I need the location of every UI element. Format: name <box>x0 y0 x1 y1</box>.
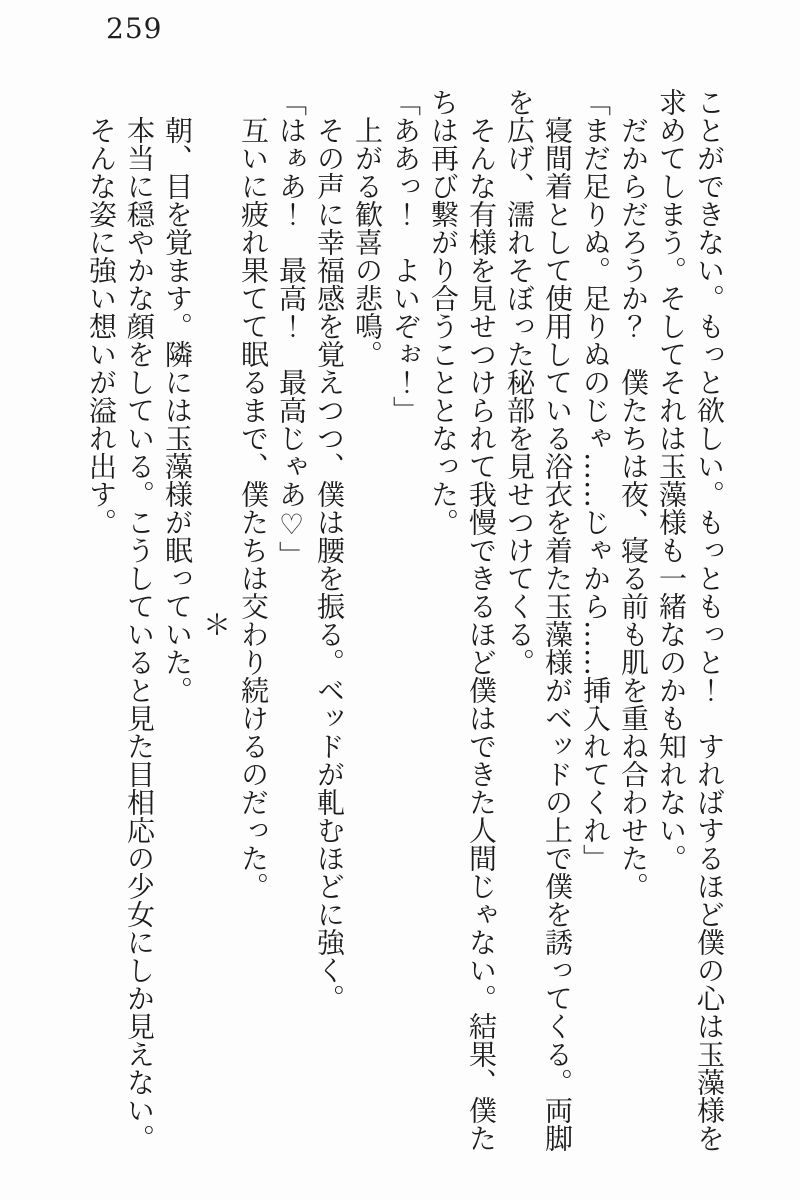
paragraph: 上がる歓喜の悲鳴。 <box>351 88 384 368</box>
paragraph: そんな姿に強い想いが溢れ出す。 <box>85 88 118 536</box>
paragraph: 互いに疲れ果てて眠るまで、僕たちは交わり続けるのだった。 <box>237 88 270 900</box>
paragraph: 朝、目を覚ます。隣には玉藻様が眠っていた。 <box>161 88 194 704</box>
section-separator: ＊ <box>199 610 232 638</box>
paragraph: 寝間着として使用している浴衣を着た玉藻様がベッドの上で僕を誘ってくる。両脚を広げ、濡れそぼった秘部を見せつけてくる。 <box>503 88 574 1152</box>
paragraph-dialogue: 「ああっ！ よいぞぉ！」 <box>389 88 422 424</box>
paragraph: 本当に穏やかな顔をしている。こうしていると見た目相応の少女にしか見えない。 <box>123 88 156 1152</box>
page-number: 259 <box>106 12 163 45</box>
paragraph: その声に幸福感を覚えつつ、僕は腰を振る。ベッドが軋むほどに強く。 <box>313 88 346 1012</box>
text-area <box>78 88 728 1160</box>
paragraph-dialogue: 「はぁあ！ 最高！ 最高じゃあ♡」 <box>275 88 308 569</box>
paragraph-dialogue: 「まだ足りぬ。足りぬのじゃ……じゃから……挿入れてくれ」 <box>579 88 612 872</box>
paragraph: だからだろうか？ 僕たちは夜、寝る前も肌を重ね合わせた。 <box>617 88 650 900</box>
paragraph: そんな有様を見せつけられて我慢できるほど僕はできた人間じゃない。結果、僕たちは再び繋がり合うこととなった。 <box>427 88 498 1152</box>
paragraph: ことができない。もっと欲しい。もっともっと！ すればするほど僕の心は玉藻様を求めてしまう。そしてそれは玉藻様も一緒なのかも知れない。 <box>655 88 726 1152</box>
